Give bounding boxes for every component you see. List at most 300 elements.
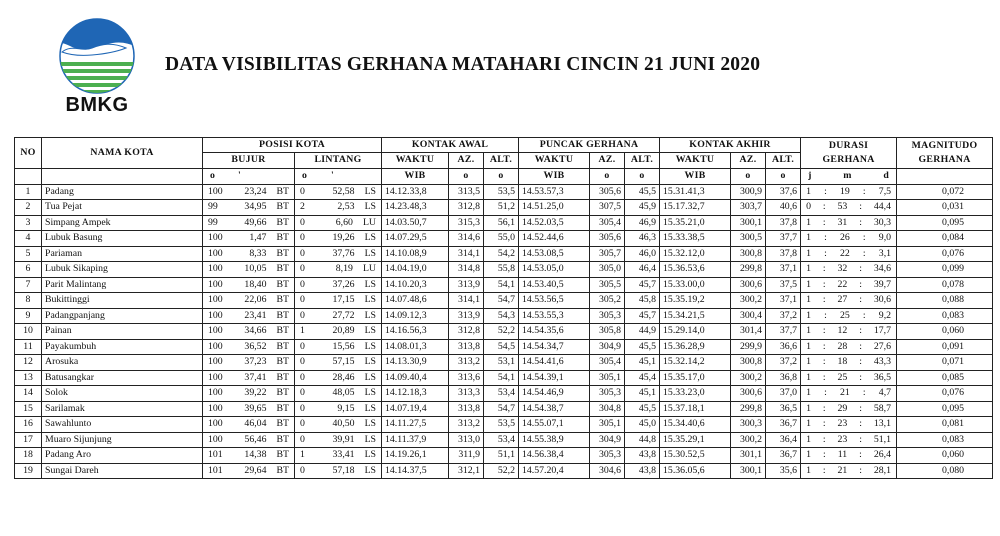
durasi-sep: :	[822, 449, 826, 461]
bujur-hemi: BT	[276, 309, 289, 321]
cell-lintang	[295, 215, 382, 231]
lintang-min: 15,56	[332, 340, 355, 352]
header-ka-az: AZ.	[449, 153, 484, 169]
cell-kk-waktu: 15.30.52,5	[660, 448, 731, 464]
cell-bujur	[203, 293, 295, 309]
cell-no: 3	[15, 215, 42, 231]
unit-m: m	[843, 170, 852, 181]
cell-ka-waktu: 14.07.19,4	[382, 401, 449, 417]
cell-bujur	[203, 401, 295, 417]
lintang-deg: 0	[300, 387, 305, 399]
cell-kk-waktu: 15.31.41,3	[660, 184, 731, 200]
header-magnitudo: MAGNITUDO GERHANA	[897, 138, 993, 169]
lintang-min: 48,05	[332, 387, 355, 399]
durasi-m: 27	[837, 294, 848, 306]
cell-no: 12	[15, 355, 42, 371]
bujur-min: 23,24	[244, 185, 267, 197]
cell-ka-waktu: 14.03.50,7	[382, 215, 449, 231]
lintang-deg: 0	[300, 247, 305, 259]
cell-magnitudo: 0,091	[897, 339, 993, 355]
cell-bujur	[203, 277, 295, 293]
durasi-sep: :	[822, 216, 826, 228]
cell-pg-az: 304,6	[590, 463, 625, 479]
cell-durasi	[801, 401, 897, 417]
cell-lintang	[295, 432, 382, 448]
cell-kk-alt: 37,7	[766, 231, 801, 247]
cell-ka-alt: 51,2	[484, 200, 519, 216]
cell-ka-az: 313,2	[449, 417, 484, 433]
durasi-j: 1	[806, 325, 811, 337]
unit-ka-alt: o	[484, 168, 519, 184]
durasi-d: 13,1	[873, 418, 892, 430]
unit-kk-az: o	[731, 168, 766, 184]
cell-ka-alt: 52,2	[484, 463, 519, 479]
cell-kk-alt: 36,4	[766, 432, 801, 448]
durasi-j: 1	[806, 449, 811, 461]
cell-ka-az: 312,8	[449, 200, 484, 216]
cell-pg-waktu: 14.53.40,5	[519, 277, 590, 293]
lintang-min: 40,50	[332, 418, 355, 430]
cell-magnitudo: 0,031	[897, 200, 993, 216]
cell-nama-kota: Payakumbuh	[42, 339, 203, 355]
cell-bujur	[203, 324, 295, 340]
cell-bujur	[203, 231, 295, 247]
header-durasi: DURASI GERHANA	[801, 138, 897, 169]
cell-ka-waktu: 14.12.33,8	[382, 184, 449, 200]
bujur-hemi: BT	[276, 325, 289, 337]
cell-ka-az: 313,5	[449, 184, 484, 200]
cell-bujur	[203, 308, 295, 324]
cell-kk-alt: 37,1	[766, 262, 801, 278]
cell-ka-alt: 54,3	[484, 308, 519, 324]
durasi-sep: :	[822, 263, 826, 275]
cell-bujur	[203, 355, 295, 371]
cell-ka-alt: 53,5	[484, 417, 519, 433]
cell-kk-alt: 37,6	[766, 184, 801, 200]
cell-ka-waktu: 14.19.26,1	[382, 448, 449, 464]
cell-pg-waktu: 14.54.34,7	[519, 339, 590, 355]
cell-kk-alt: 36,5	[766, 401, 801, 417]
lintang-deg: 1	[300, 449, 305, 461]
durasi-sep: :	[862, 232, 866, 244]
durasi-m: 18	[837, 356, 848, 368]
cell-lintang	[295, 386, 382, 402]
durasi-m: 28	[837, 340, 848, 352]
bujur-deg: 101	[208, 464, 223, 476]
bujur-min: 56,46	[244, 433, 267, 445]
cell-nama-kota: Solok	[42, 386, 203, 402]
lintang-min: 19,26	[332, 232, 355, 244]
cell-no: 1	[15, 184, 42, 200]
cell-kk-alt: 36,6	[766, 339, 801, 355]
cell-pg-waktu: 14.54.38,7	[519, 401, 590, 417]
lintang-hemi: LU	[362, 263, 376, 275]
bujur-hemi: BT	[276, 278, 289, 290]
cell-kk-waktu: 15.33.38,5	[660, 231, 731, 247]
table-row	[15, 277, 993, 293]
lintang-min: 57,15	[332, 356, 355, 368]
lintang-min: 27,72	[332, 309, 355, 321]
cell-pg-az: 304,9	[590, 432, 625, 448]
cell-nama-kota: Tua Pejat	[42, 200, 203, 216]
lintang-deg: 1	[300, 325, 305, 337]
durasi-sep: :	[859, 216, 862, 228]
durasi-sep: :	[824, 387, 827, 399]
bujur-deg: 100	[208, 278, 223, 290]
cell-durasi	[801, 324, 897, 340]
cell-durasi	[801, 231, 897, 247]
cell-nama-kota: Sungai Dareh	[42, 463, 203, 479]
durasi-j: 1	[806, 387, 811, 399]
durasi-m: 29	[837, 402, 848, 414]
durasi-d: 9,2	[878, 309, 892, 321]
lintang-deg: 0	[300, 433, 305, 445]
cell-magnitudo: 0,099	[897, 262, 993, 278]
cell-kk-alt: 37,1	[766, 293, 801, 309]
cell-magnitudo: 0,084	[897, 231, 993, 247]
lintang-deg: 0	[300, 418, 305, 430]
lintang-deg: 0	[300, 232, 305, 244]
cell-no: 7	[15, 277, 42, 293]
cell-ka-waktu: 14.08.01,3	[382, 339, 449, 355]
durasi-sep: :	[859, 418, 862, 430]
cell-magnitudo: 0,076	[897, 386, 993, 402]
durasi-j: 1	[806, 433, 811, 445]
lintang-hemi: LS	[364, 402, 376, 414]
bujur-min: 23,41	[244, 309, 267, 321]
cell-kk-waktu: 15.35.21,0	[660, 215, 731, 231]
cell-kk-az: 300,2	[731, 293, 766, 309]
bujur-deg: 100	[208, 294, 223, 306]
table-row	[15, 432, 993, 448]
bujur-min: 36,52	[244, 340, 267, 352]
cell-kk-az: 299,8	[731, 262, 766, 278]
cell-lintang	[295, 200, 382, 216]
cell-pg-alt: 44,8	[625, 432, 660, 448]
durasi-sep: :	[822, 340, 826, 352]
cell-durasi	[801, 293, 897, 309]
cell-ka-alt: 55,0	[484, 231, 519, 247]
cell-pg-alt: 45,4	[625, 370, 660, 386]
cell-bujur	[203, 262, 295, 278]
cell-pg-waktu: 14.56.38,4	[519, 448, 590, 464]
durasi-j: 1	[806, 464, 811, 476]
cell-ka-az: 313,0	[449, 432, 484, 448]
durasi-sep: :	[824, 309, 827, 321]
cell-pg-waktu: 14.51.25,0	[519, 200, 590, 216]
bujur-min: 49,66	[244, 216, 267, 228]
bujur-deg: 99	[208, 201, 218, 213]
cell-ka-waktu: 14.11.27,5	[382, 417, 449, 433]
lintang-min: 39,91	[332, 433, 355, 445]
cell-bujur	[203, 215, 295, 231]
unit-durasi	[801, 168, 897, 184]
cell-kk-alt: 36,7	[766, 417, 801, 433]
cell-ka-az: 313,8	[449, 401, 484, 417]
cell-nama-kota: Painan	[42, 324, 203, 340]
durasi-sep: :	[862, 309, 866, 321]
cell-kk-az: 300,2	[731, 432, 766, 448]
durasi-m: 53	[837, 201, 848, 213]
cell-nama-kota: Sawahlunto	[42, 417, 203, 433]
durasi-sep: :	[822, 402, 826, 414]
durasi-d: 30,3	[873, 216, 892, 228]
cell-pg-az: 304,9	[590, 339, 625, 355]
cell-lintang	[295, 417, 382, 433]
cell-no: 4	[15, 231, 42, 247]
cell-no: 13	[15, 370, 42, 386]
table-row	[15, 200, 993, 216]
cell-ka-az: 314,8	[449, 262, 484, 278]
lintang-min: 37,76	[332, 247, 355, 259]
durasi-m: 12	[837, 325, 848, 337]
lintang-min: 6,60	[335, 216, 353, 228]
cell-lintang	[295, 324, 382, 340]
bujur-hemi: BT	[276, 433, 289, 445]
lintang-deg: 0	[300, 340, 305, 352]
cell-durasi	[801, 339, 897, 355]
durasi-sep: :	[822, 201, 826, 213]
cell-pg-waktu: 14.55.07,1	[519, 417, 590, 433]
lintang-hemi: LU	[362, 216, 376, 228]
cell-kk-waktu: 15.34.40,6	[660, 417, 731, 433]
lintang-hemi: LS	[364, 278, 376, 290]
durasi-sep: :	[862, 247, 866, 259]
durasi-sep: :	[859, 325, 862, 337]
bujur-deg: 100	[208, 232, 223, 244]
header-ka-alt: ALT.	[484, 153, 519, 169]
cell-ka-waktu: 14.12.18,3	[382, 386, 449, 402]
cell-pg-alt: 46,4	[625, 262, 660, 278]
cell-lintang	[295, 339, 382, 355]
unit-kk-alt: o	[766, 168, 801, 184]
lintang-hemi: LS	[364, 433, 376, 445]
lintang-min: 2,53	[337, 201, 355, 213]
lintang-deg: 0	[300, 278, 305, 290]
cell-bujur	[203, 339, 295, 355]
cell-magnitudo: 0,085	[897, 370, 993, 386]
cell-ka-waktu: 14.10.20,3	[382, 277, 449, 293]
cell-magnitudo: 0,095	[897, 401, 993, 417]
cell-ka-waktu: 14.04.19,0	[382, 262, 449, 278]
header-bujur: BUJUR	[203, 153, 295, 169]
unit-ka-wib: WIB	[382, 168, 449, 184]
durasi-sep: :	[862, 185, 866, 197]
durasi-j: 1	[806, 185, 811, 197]
cell-magnitudo: 0,083	[897, 308, 993, 324]
cell-ka-az: 314,6	[449, 231, 484, 247]
cell-no: 14	[15, 386, 42, 402]
bujur-deg: 100	[208, 185, 223, 197]
lintang-hemi: LS	[364, 371, 376, 383]
unit-j: j	[808, 170, 812, 181]
bujur-min: 34,95	[244, 201, 267, 213]
cell-ka-alt: 56,1	[484, 215, 519, 231]
cell-nama-kota: Bukittinggi	[42, 293, 203, 309]
durasi-m: 22	[837, 278, 848, 290]
durasi-sep: :	[824, 247, 827, 259]
durasi-sep: :	[822, 418, 826, 430]
table-row	[15, 448, 993, 464]
durasi-sep: :	[859, 278, 862, 290]
cell-lintang	[295, 184, 382, 200]
cell-kk-waktu: 15.29.14,0	[660, 324, 731, 340]
cell-pg-waktu: 14.53.57,3	[519, 184, 590, 200]
cell-ka-waktu: 14.07.29,5	[382, 231, 449, 247]
bujur-hemi: BT	[276, 464, 289, 476]
durasi-j: 1	[806, 356, 811, 368]
cell-nama-kota: Parit Malintang	[42, 277, 203, 293]
cell-lintang	[295, 231, 382, 247]
cell-ka-waktu: 14.23.48,3	[382, 200, 449, 216]
bmkg-logo	[56, 18, 138, 116]
bujur-hemi: BT	[276, 294, 289, 306]
bujur-min: 34,66	[244, 325, 267, 337]
bujur-min: 39,22	[244, 387, 267, 399]
cell-ka-alt: 53,4	[484, 432, 519, 448]
unit-magnitudo	[897, 168, 993, 184]
cell-ka-waktu: 14.09.12,3	[382, 308, 449, 324]
cell-kk-alt: 37,2	[766, 308, 801, 324]
header-kk-waktu: WAKTU	[660, 153, 731, 169]
lintang-deg: 0	[300, 216, 305, 228]
bujur-deg: 100	[208, 325, 223, 337]
unit-min: '	[237, 170, 241, 181]
cell-magnitudo: 0,078	[897, 277, 993, 293]
durasi-m: 21	[839, 387, 850, 399]
lintang-deg: 0	[300, 371, 305, 383]
bujur-min: 18,40	[244, 278, 267, 290]
cell-pg-az: 305,1	[590, 417, 625, 433]
durasi-j: 1	[806, 247, 811, 259]
cell-magnitudo: 0,081	[897, 417, 993, 433]
durasi-j: 1	[806, 402, 811, 414]
unit-kk-wib: WIB	[660, 168, 731, 184]
durasi-m: 23	[837, 433, 848, 445]
table-row	[15, 184, 993, 200]
bujur-deg: 100	[208, 387, 223, 399]
cell-pg-az: 305,1	[590, 370, 625, 386]
cell-ka-az: 312,8	[449, 324, 484, 340]
cell-lintang	[295, 262, 382, 278]
cell-kk-waktu: 15.34.21,5	[660, 308, 731, 324]
bujur-min: 1,47	[249, 232, 267, 244]
cell-ka-alt: 53,1	[484, 355, 519, 371]
cell-kk-waktu: 15.36.28,9	[660, 339, 731, 355]
unit-nama	[42, 168, 203, 184]
lintang-hemi: LS	[364, 356, 376, 368]
cell-kk-waktu: 15.32.12,0	[660, 246, 731, 262]
cell-nama-kota: Pariaman	[42, 246, 203, 262]
durasi-d: 39,7	[873, 278, 892, 290]
durasi-sep: :	[859, 464, 862, 476]
cell-magnitudo: 0,095	[897, 215, 993, 231]
cell-ka-alt: 54,1	[484, 370, 519, 386]
cell-pg-az: 305,6	[590, 231, 625, 247]
cell-lintang	[295, 277, 382, 293]
cell-no: 10	[15, 324, 42, 340]
bujur-hemi: BT	[276, 247, 289, 259]
durasi-j: 1	[806, 263, 811, 275]
cell-no: 11	[15, 339, 42, 355]
table-row	[15, 417, 993, 433]
unit-no	[15, 168, 42, 184]
cell-lintang	[295, 401, 382, 417]
cell-durasi	[801, 463, 897, 479]
cell-pg-az: 305,6	[590, 184, 625, 200]
cell-pg-waktu: 14.54.46,9	[519, 386, 590, 402]
cell-magnitudo: 0,072	[897, 184, 993, 200]
bujur-hemi: BT	[276, 449, 289, 461]
cell-kk-az: 301,1	[731, 448, 766, 464]
cell-durasi	[801, 417, 897, 433]
cell-durasi	[801, 262, 897, 278]
durasi-m: 11	[837, 449, 848, 461]
durasi-sep: :	[822, 433, 826, 445]
durasi-d: 36,5	[873, 371, 892, 383]
cell-kk-alt: 40,6	[766, 200, 801, 216]
cell-pg-alt: 46,0	[625, 246, 660, 262]
header-kk-alt: ALT.	[766, 153, 801, 169]
cell-kk-az: 300,1	[731, 215, 766, 231]
cell-ka-alt: 52,2	[484, 324, 519, 340]
durasi-j: 1	[806, 309, 811, 321]
bujur-deg: 100	[208, 418, 223, 430]
lintang-min: 8,19	[335, 263, 353, 275]
cell-pg-waktu: 14.52.44,6	[519, 231, 590, 247]
lintang-hemi: LS	[364, 185, 376, 197]
bujur-deg: 100	[208, 402, 223, 414]
lintang-min: 20,89	[332, 325, 355, 337]
cell-durasi	[801, 215, 897, 231]
bujur-deg: 99	[208, 216, 218, 228]
cell-nama-kota: Arosuka	[42, 355, 203, 371]
cell-kk-az: 300,6	[731, 386, 766, 402]
cell-pg-alt: 45,5	[625, 184, 660, 200]
cell-nama-kota: Padang Aro	[42, 448, 203, 464]
cell-ka-alt: 55,8	[484, 262, 519, 278]
lintang-deg: 0	[300, 185, 305, 197]
cell-kk-waktu: 15.36.53,6	[660, 262, 731, 278]
cell-pg-alt: 45,5	[625, 401, 660, 417]
cell-durasi	[801, 432, 897, 448]
page-title: DATA VISIBILITAS GERHANA MATAHARI CINCIN 21 JUNI 2020	[165, 54, 761, 75]
cell-nama-kota: Batusangkar	[42, 370, 203, 386]
bujur-deg: 100	[208, 340, 223, 352]
lintang-deg: 2	[300, 201, 305, 213]
durasi-d: 30,6	[873, 294, 892, 306]
cell-bujur	[203, 432, 295, 448]
durasi-m: 22	[839, 247, 850, 259]
cell-kk-alt: 37,2	[766, 355, 801, 371]
lintang-deg: 0	[300, 464, 305, 476]
cell-kk-alt: 37,5	[766, 277, 801, 293]
table-row	[15, 308, 993, 324]
cell-kk-az: 300,8	[731, 355, 766, 371]
cell-pg-waktu: 14.54.35,6	[519, 324, 590, 340]
cell-no: 17	[15, 432, 42, 448]
durasi-sep: :	[822, 294, 826, 306]
cell-kk-alt: 36,8	[766, 370, 801, 386]
cell-durasi	[801, 246, 897, 262]
durasi-m: 19	[839, 185, 850, 197]
durasi-j: 1	[806, 340, 811, 352]
cell-kk-waktu: 15.32.14,2	[660, 355, 731, 371]
lintang-deg: 0	[300, 356, 305, 368]
bujur-hemi: BT	[276, 356, 289, 368]
unit-deg: o	[302, 170, 308, 181]
cell-lintang	[295, 448, 382, 464]
